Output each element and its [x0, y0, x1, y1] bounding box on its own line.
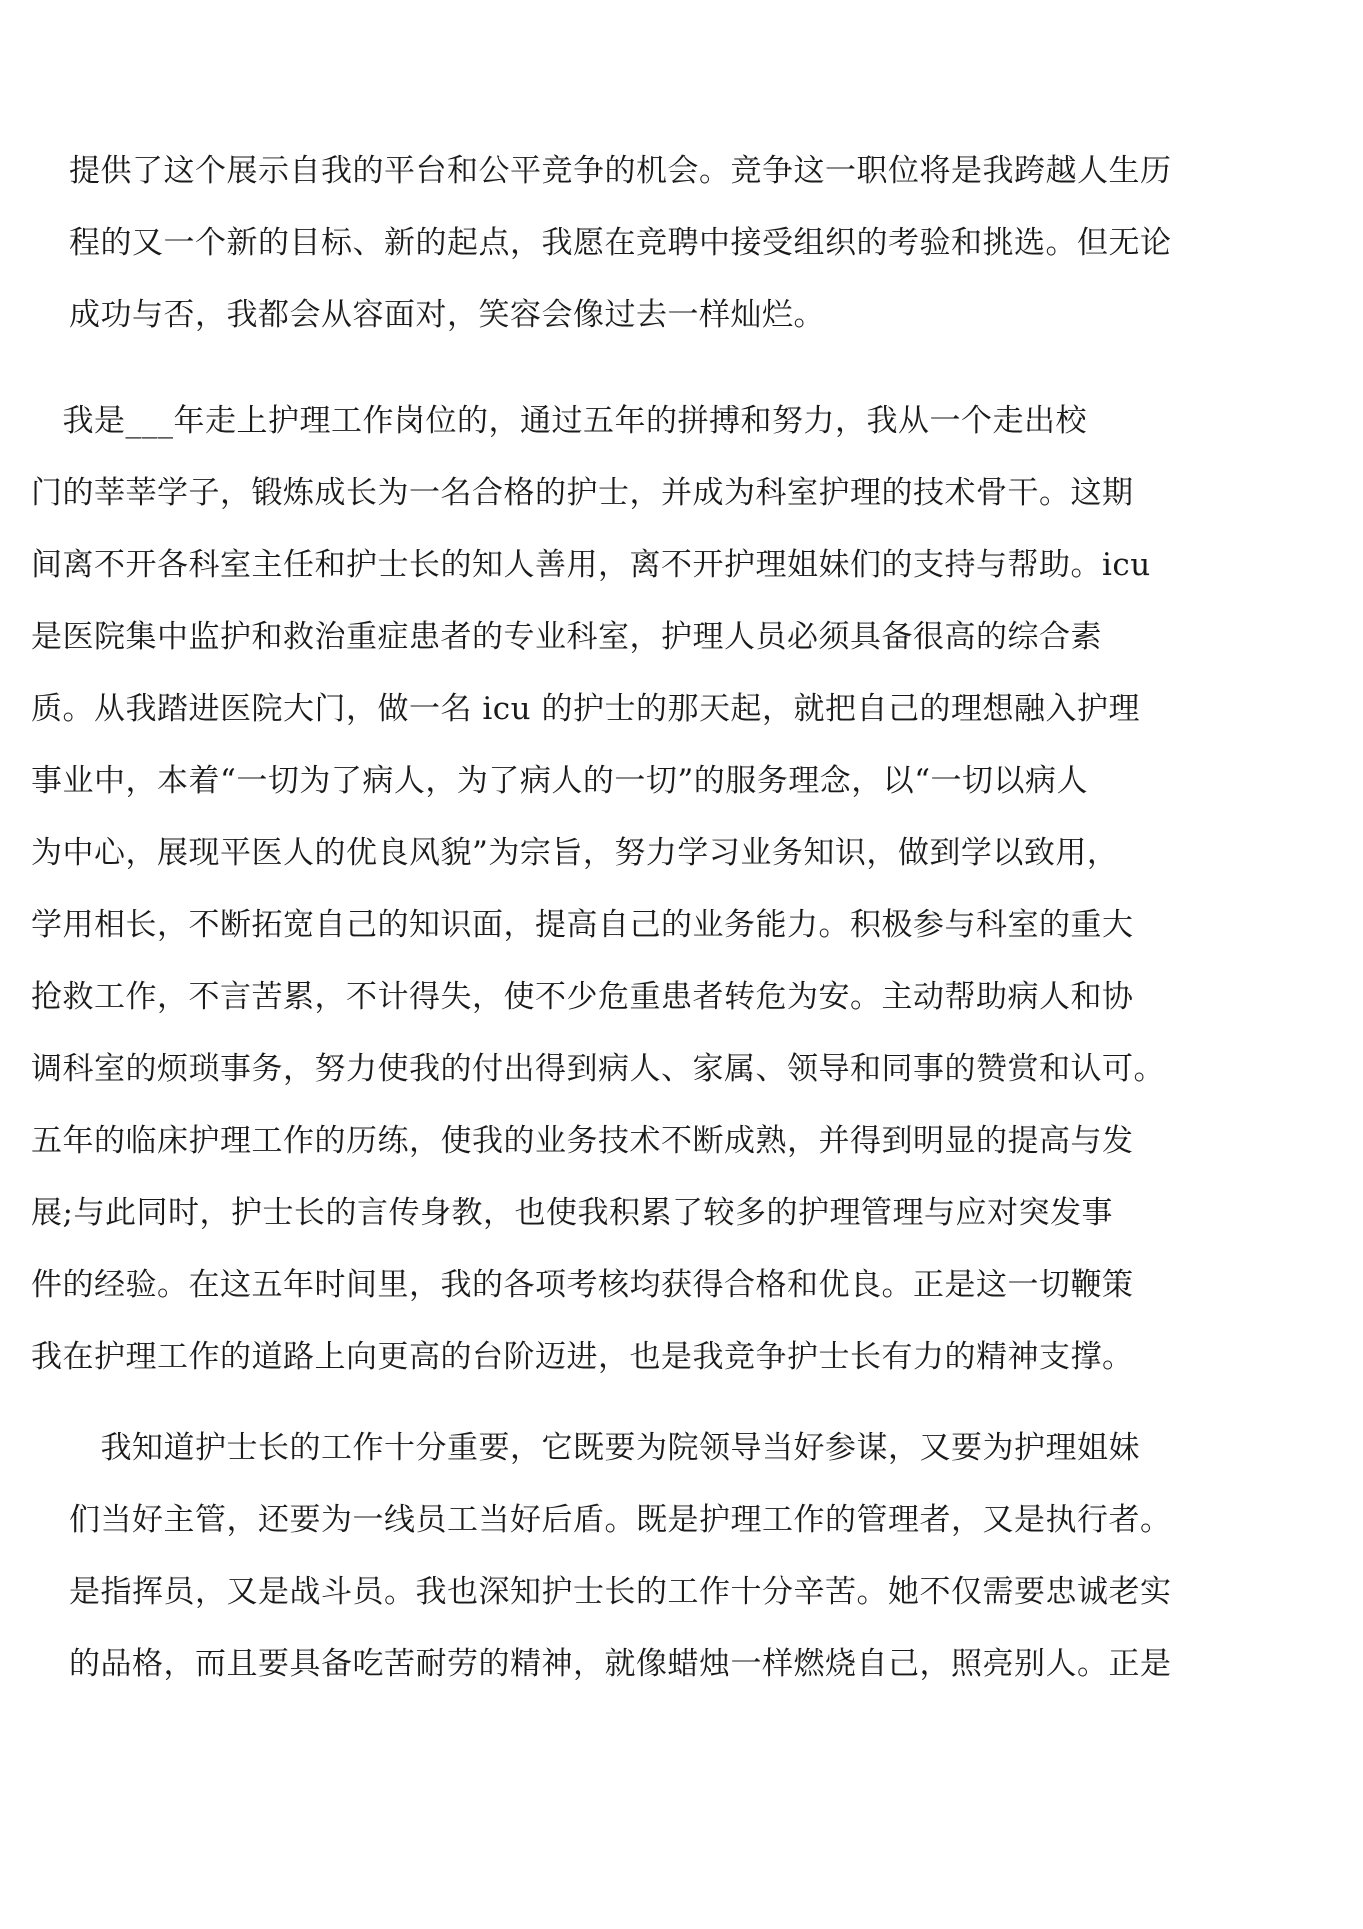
- text-line: 提供了这个展示自我的平台和公平竞争的机会。竞争这一职位将是我跨越人生历: [69, 153, 1172, 189]
- paragraph-3: [69, 1412, 1172, 1700]
- text-line: 成功与否，我都会从容面对，笑容会像过去一样灿烂。: [69, 297, 825, 333]
- text-line: 我在护理工作的道路上向更高的台阶迈进，也是我竞争护士长有力的精神支撑。: [31, 1339, 1134, 1375]
- text-line: 我知道护士长的工作十分重要，它既要为院领导当好参谋，又要为护理姐妹: [69, 1430, 1140, 1466]
- text-line: 间离不开各科室主任和护士长的知人善用，离不开护理姐妹们的支持与帮助。icu: [31, 547, 1151, 583]
- paragraph-2: [31, 385, 1165, 1393]
- text-line: 调科室的烦琐事务，努力使我的付出得到病人、家属、领导和同事的赞赏和认可。: [31, 1051, 1165, 1087]
- paragraph-1: [69, 135, 1172, 351]
- text-line: 们当好主管，还要为一线员工当好后盾。既是护理工作的管理者，又是执行者。: [69, 1502, 1172, 1538]
- text-line: 质。从我踏进医院大门，做一名 icu 的护士的那天起，就把自己的理想融入护理: [31, 691, 1140, 727]
- text-line: 程的又一个新的目标、新的起点，我愿在竞聘中接受组织的考验和挑选。但无论: [69, 225, 1172, 261]
- text-line: 展;与此同时，护士长的言传身教，也使我积累了较多的护理管理与应对突发事: [31, 1195, 1113, 1231]
- text-line: 件的经验。在这五年时间里，我的各项考核均获得合格和优良。正是这一切鞭策: [31, 1267, 1134, 1303]
- text-line: 是指挥员，又是战斗员。我也深知护士长的工作十分辛苦。她不仅需要忠诚老实: [69, 1574, 1172, 1610]
- text-line: 学用相长，不断拓宽自己的知识面，提高自己的业务能力。积极参与科室的重大: [31, 907, 1134, 943]
- text-line: 的品格，而且要具备吃苦耐劳的精神，就像蜡烛一样燃烧自己，照亮别人。正是: [69, 1646, 1172, 1682]
- text-line: 是医院集中监护和救治重症患者的专业科室，护理人员必须具备很高的综合素: [31, 619, 1102, 655]
- text-line: 我是___年走上护理工作岗位的，通过五年的拼搏和努力，我从一个走出校: [31, 403, 1087, 439]
- text-line: 抢救工作，不言苦累，不计得失，使不少危重患者转危为安。主动帮助病人和协: [31, 979, 1134, 1015]
- text-line: 为中心，展现平医人的优良风貌”为宗旨，努力学习业务知识，做到学以致用，: [31, 835, 1119, 871]
- text-line: 五年的临床护理工作的历练，使我的业务技术不断成熟，并得到明显的提高与发: [31, 1123, 1134, 1159]
- text-line: 门的莘莘学子，锻炼成长为一名合格的护士，并成为科室护理的技术骨干。这期: [31, 475, 1134, 511]
- text-line: 事业中，本着“一切为了病人，为了病人的一切”的服务理念，以“一切以病人: [31, 763, 1089, 799]
